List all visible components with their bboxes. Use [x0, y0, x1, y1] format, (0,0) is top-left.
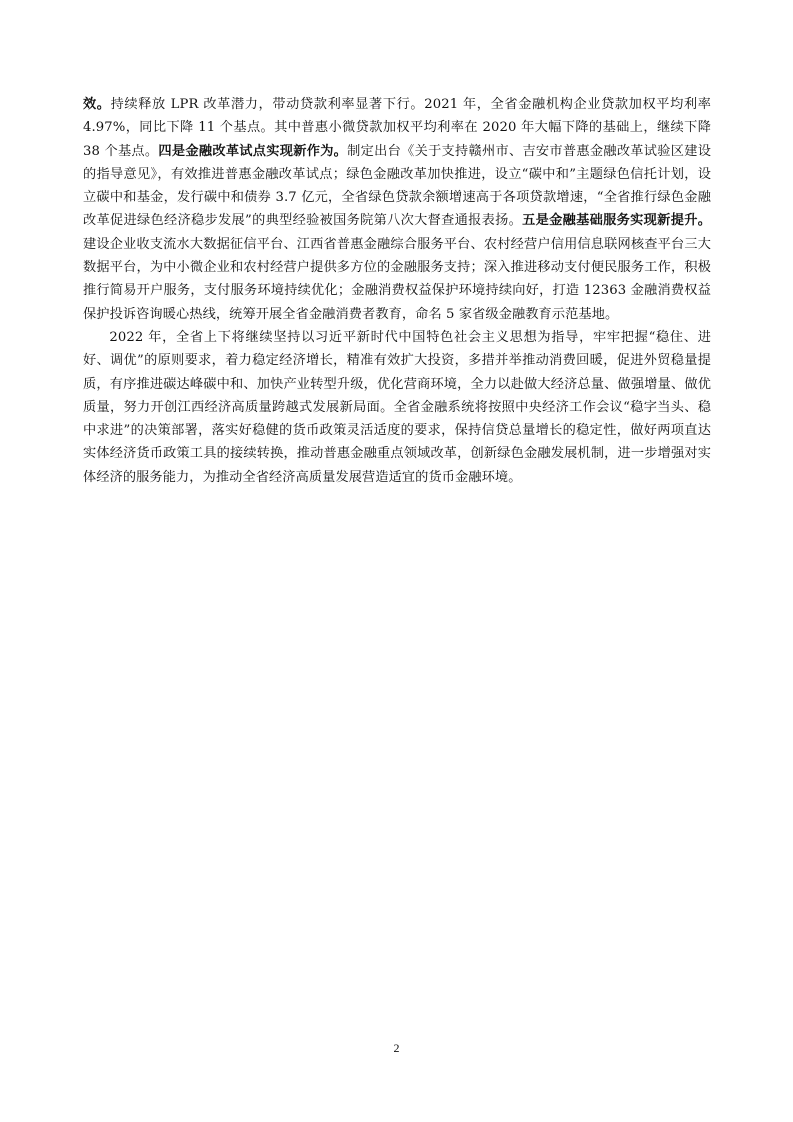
text-1: 持续释放 LPR 改革潜力，带动贷款利率显著下行。2021 年，全省金融机构企业贷款加权平均利率 4.97%，同比下降 11 个基点。其中普惠小微贷款加权平均利率在 2020 年大幅下降的基础上，继续下降 38 个基点。 [83, 97, 712, 159]
bold-lead-1: 效。 [83, 97, 111, 112]
bold-lead-2: 四是金融改革试点实现新作为。 [158, 143, 348, 159]
bold-lead-3: 五是金融基础服务实现新提升。 [522, 213, 711, 229]
body-text [83, 93, 711, 489]
page-number: 2 [393, 1041, 400, 1055]
text-3: 建设企业收支流水大数据征信平台、江西省普惠金融综合服务平台、农村经营户信用信息联网核查平台三大数据平台，为中小微企业和农村经营户提供多方位的金融服务支持；深入推进移动支付便民服务工作，积极推行简易开户服务，支付服务环境持续优化；金融消费权益保护环境持续向好，打造 12363 金融消费权益保护投诉咨询暖心热线，统筹开展全省金融消费者教育，命名 5 家省级金融教育示范基地。 [83, 236, 711, 322]
paragraph-outlook-2022: 2022 年，全省上下将继续坚持以习近平新时代中国特色社会主义思想为指导，牢牢把握“稳住、进好、调优”的原则要求，着力稳定经济增长，精准有效扩大投资，多措并举推动消费回暖，促进外贸稳量提质，有序推进碳达峰碳中和、加快产业转型升级，优化营商环境，全力以赴做大经济总量、做强增量、做优质量，努力开创江西经济高质量跨越式发展新局面。全省金融系统将按照中央经济工作会议“稳字当头、稳中求进”的决策部署，落实好稳健的货币政策灵活适度的要求，保持信贷总量增长的稳定性，做好两项直达实体经济货币政策工具的接续转换，推动普惠金融重点领域改革，创新绿色金融发展机制，进一步增强对实体经济的服务能力，为推动全省经济高质量发展营造适宜的货币金融环境。 [83, 329, 711, 485]
paragraph-achievements [83, 93, 711, 326]
text-2: 制定出台《关于支持赣州市、吉安市普惠金融改革试验区建设的指导意见》，有效推进普惠金融改革试点；绿色金融改革加快推进，设立“碳中和”主题绿色信托计划，设立碳中和基金，发行碳中和债券 3.7 亿元，全省绿色贷款余额增速高于各项贷款增速，“全省推行绿色金融改革促进绿色经济稳步发展”的典型经验被国务院第八次大督查通报表扬。 [83, 143, 711, 229]
